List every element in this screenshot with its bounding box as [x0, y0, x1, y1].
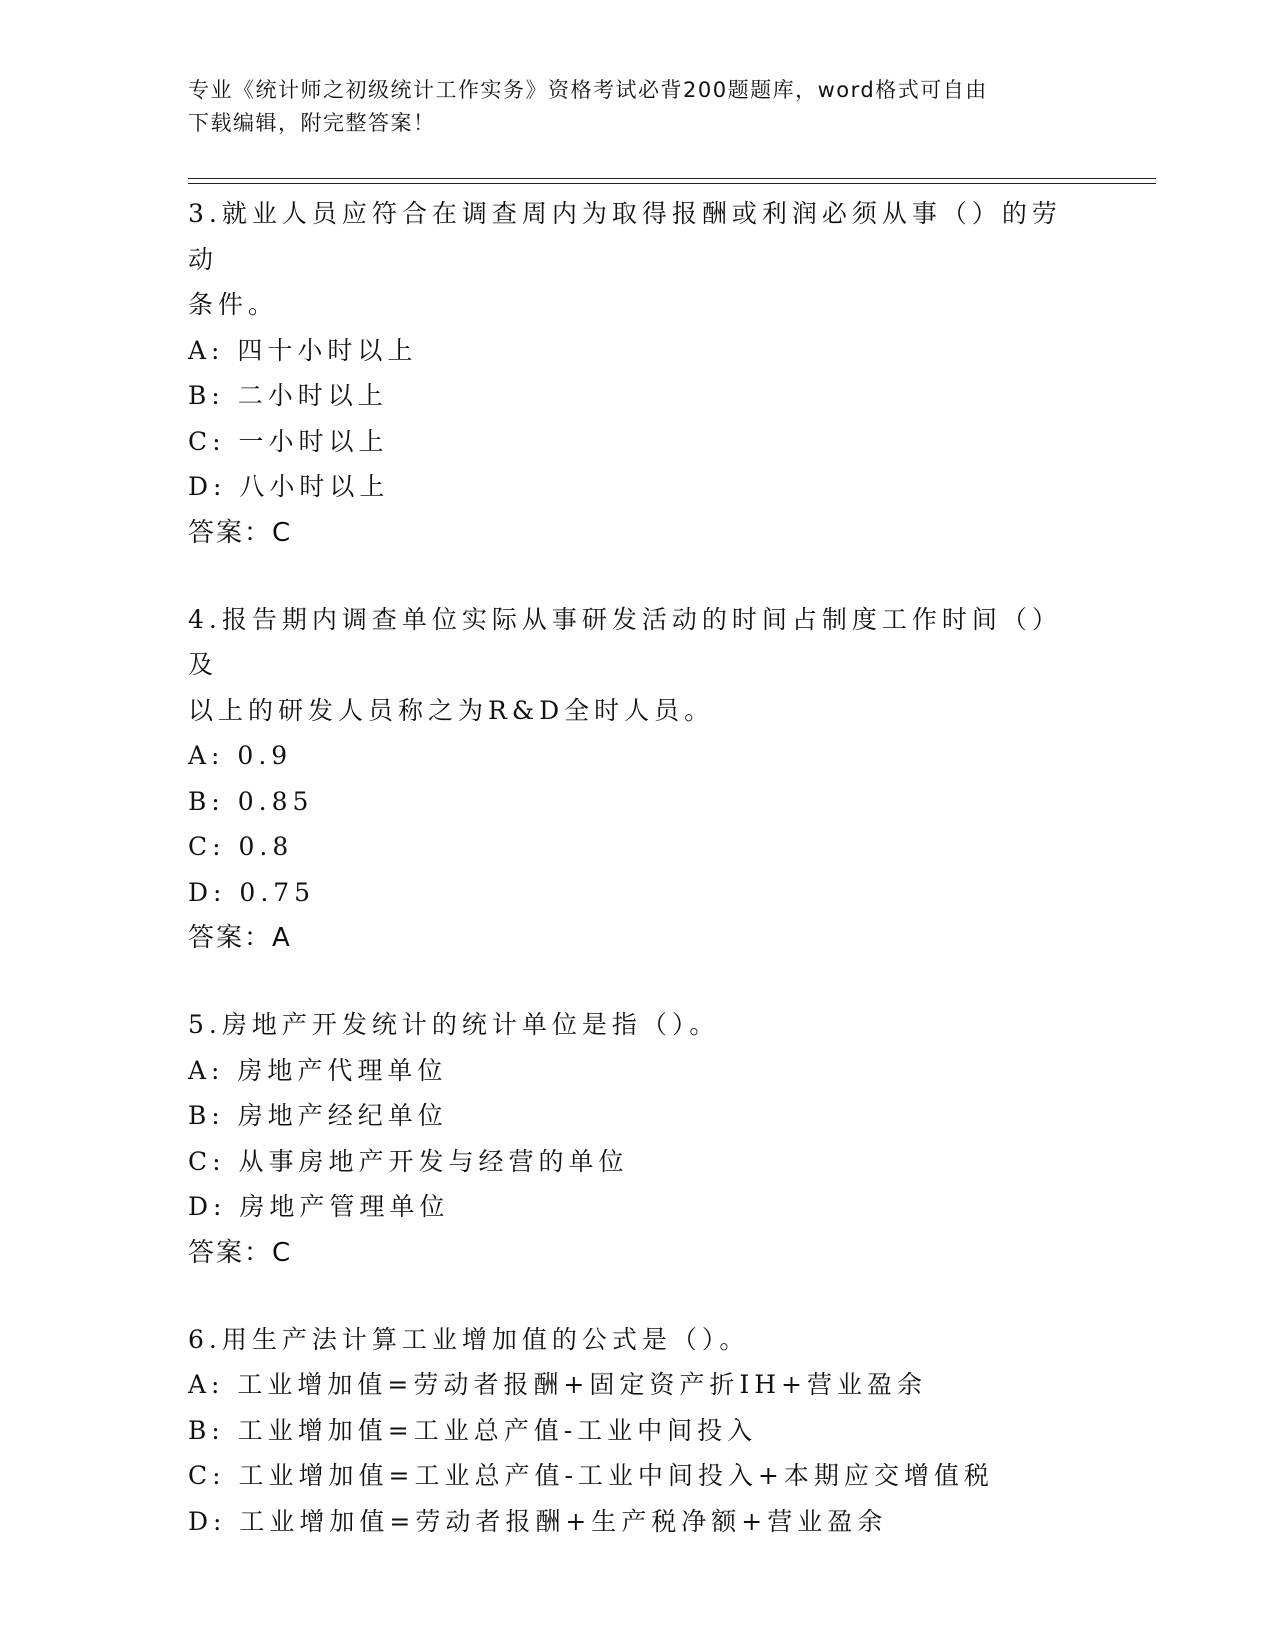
question-6 — [188, 1317, 1088, 1545]
question-stem-line-1: 5.房地产开发统计的统计单位是指（）。 — [188, 1010, 720, 1039]
answer: 答案：C — [188, 517, 293, 548]
option-a: A: 工业增加值=劳动者报酬+固定资产折IH+营业盈余 — [188, 1370, 927, 1399]
answer: 答案：C — [188, 1237, 293, 1268]
option-d: D: 0.75 — [188, 877, 316, 907]
question-stem-line-1: 3.就业人员应符合在调查周内为取得报酬或利润必须从事（）的劳动 — [188, 199, 1062, 274]
header-line-2: 下载编辑，附完整答案！ — [188, 111, 436, 135]
document-header — [188, 74, 1088, 140]
question-stem-line-1: 4.报告期内调查单位实际从事研发活动的时间占制度工作时间（）及 — [188, 604, 1062, 679]
option-c: C: 0.8 — [188, 832, 294, 861]
option-d: D: 八小时以上 — [188, 472, 390, 501]
answer: 答案：A — [188, 923, 292, 953]
header-divider-top — [188, 178, 1156, 179]
header-line-1: 专业《统计师之初级统计工作实务》资格考试必背200题题库，word格式可自由 — [188, 78, 988, 102]
option-b: B: 工业增加值=工业总产值-工业中间投入 — [188, 1415, 758, 1445]
question-stem-line-1: 6.用生产法计算工业增加值的公式是（）。 — [188, 1324, 750, 1354]
option-d: D: 房地产管理单位 — [188, 1192, 450, 1221]
question-stem-line-2: 条件。 — [188, 290, 279, 319]
option-b: B: 房地产经纪单位 — [188, 1101, 448, 1130]
option-b: B: 0.85 — [188, 786, 314, 816]
option-a: A: 房地产代理单位 — [188, 1055, 448, 1085]
option-b: B: 二小时以上 — [188, 381, 388, 410]
question-4 — [188, 597, 1088, 962]
question-3 — [188, 191, 1088, 556]
option-d: D: 工业增加值=劳动者报酬+生产税净额+营业盈余 — [188, 1506, 888, 1536]
option-a: A: 四十小时以上 — [188, 335, 418, 365]
option-c: C: 一小时以上 — [188, 426, 389, 456]
question-5 — [188, 1002, 1088, 1276]
option-c: C: 工业增加值=工业总产值-工业中间投入+本期应交增值税 — [188, 1461, 994, 1490]
question-list — [188, 191, 1088, 1585]
header-divider-bottom — [188, 183, 1156, 184]
question-stem-line-2: 以上的研发人员称之为R&D全时人员。 — [188, 695, 715, 725]
option-c: C: 从事房地产开发与经营的单位 — [188, 1146, 629, 1176]
option-a: A: 0.9 — [188, 741, 293, 770]
